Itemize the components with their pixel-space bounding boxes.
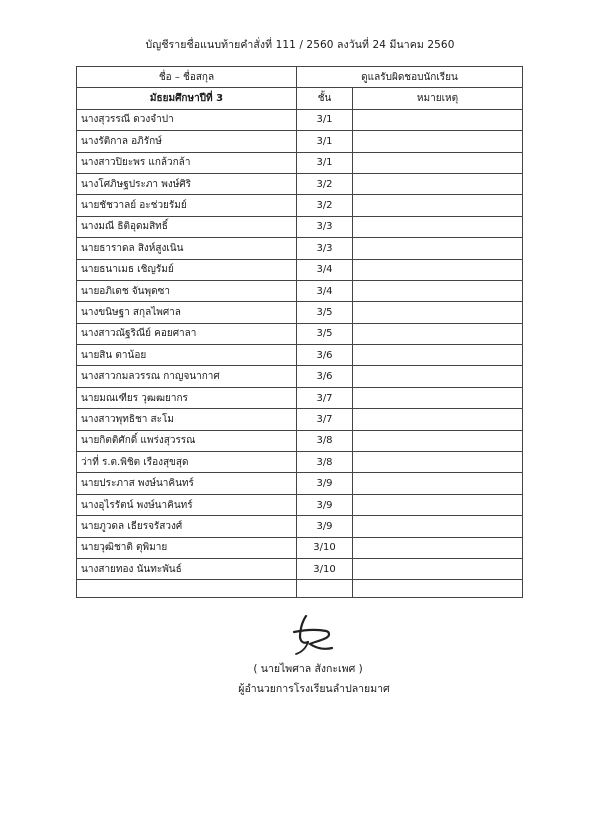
signatory-position: ผู้อำนวยการโรงเรียนลำปลายมาศ <box>238 683 390 695</box>
table-row <box>77 195 523 216</box>
table-row <box>77 109 523 130</box>
person-name: นายกิตติศักดิ์ แพร่งสุวรรณ <box>77 430 297 451</box>
header-name: ชื่อ – ชื่อสกุล <box>77 67 297 88</box>
person-name: นายภูวดล เธียรจรัสวงศ์ <box>77 516 297 537</box>
header-class: ชั้น <box>297 88 353 109</box>
person-name: นางสาวกมลวรรณ กาญจนากาศ <box>77 366 297 387</box>
note-cell <box>353 195 523 216</box>
staff-roster-table <box>76 66 523 598</box>
person-name: นางขนิษฐา สกุลไพศาล <box>77 302 297 323</box>
person-name: นางสุวรรณี ดวงจำปา <box>77 109 297 130</box>
note-cell <box>353 516 523 537</box>
note-cell <box>353 494 523 515</box>
note-cell <box>353 473 523 494</box>
class-cell: 3/1 <box>297 152 353 173</box>
header-row <box>77 67 523 88</box>
class-cell: 3/1 <box>297 131 353 152</box>
note-cell <box>353 345 523 366</box>
table-row <box>77 366 523 387</box>
note-cell <box>353 387 523 408</box>
table-row <box>77 494 523 515</box>
note-cell <box>353 366 523 387</box>
person-name: นางโศภิษฐประภา พงษ์ศิริ <box>77 173 297 194</box>
note-cell <box>353 409 523 430</box>
table-row <box>77 473 523 494</box>
person-name: นางสาวณัฐริณีย์ คอยศาลา <box>77 323 297 344</box>
note-cell <box>353 537 523 558</box>
empty-cell <box>77 580 297 598</box>
person-name: นายวุฒิชาติ ตุพิมาย <box>77 537 297 558</box>
signature-image <box>286 612 340 658</box>
class-cell: 3/4 <box>297 259 353 280</box>
note-cell <box>353 558 523 579</box>
person-name: นางอุไรรัตน์ พงษ์นาคินทร์ <box>77 494 297 515</box>
empty-cell <box>297 580 353 598</box>
class-cell: 3/4 <box>297 280 353 301</box>
table-row <box>77 452 523 473</box>
person-name: ว่าที่ ร.ต.พิชิต เรืองสุขสุด <box>77 452 297 473</box>
class-cell: 3/8 <box>297 452 353 473</box>
page-title: บัญชีรายชื่อแนบท้ายคำสั่งที่ 111 / 2560 ลงวันที่ 24 มีนาคม 2560 <box>145 39 455 51</box>
note-cell <box>353 323 523 344</box>
person-name: นางสาวพุทธิชา สะโม <box>77 409 297 430</box>
class-cell: 3/7 <box>297 409 353 430</box>
empty-cell <box>353 580 523 598</box>
person-name: นางมณี ธิติอุดมสิทธิ์ <box>77 216 297 237</box>
note-cell <box>353 173 523 194</box>
person-name: นายประภาส พงษ์นาคินทร์ <box>77 473 297 494</box>
signatory-name: ( นายไพศาล สังกะเพศ ) <box>253 663 363 675</box>
note-cell <box>353 430 523 451</box>
note-cell <box>353 280 523 301</box>
person-name: นายอภิเดช จันพุดซา <box>77 280 297 301</box>
subheader-row <box>77 88 523 109</box>
table-row <box>77 430 523 451</box>
note-cell <box>353 302 523 323</box>
table-row <box>77 409 523 430</box>
class-cell: 3/8 <box>297 430 353 451</box>
table-row <box>77 131 523 152</box>
table-row <box>77 345 523 366</box>
table-row <box>77 216 523 237</box>
table-row <box>77 387 523 408</box>
class-cell: 3/3 <box>297 238 353 259</box>
empty-row <box>77 580 523 598</box>
class-cell: 3/9 <box>297 473 353 494</box>
table-row <box>77 259 523 280</box>
header-duty: ดูแลรับผิดชอบนักเรียน <box>297 67 523 88</box>
table-row <box>77 516 523 537</box>
table-row <box>77 238 523 259</box>
class-cell: 3/2 <box>297 195 353 216</box>
note-cell <box>353 131 523 152</box>
table-row <box>77 323 523 344</box>
class-cell: 3/1 <box>297 109 353 130</box>
person-name: นายชัชวาลย์ อะช่วยรัมย์ <box>77 195 297 216</box>
note-cell <box>353 152 523 173</box>
class-cell: 3/10 <box>297 558 353 579</box>
class-cell: 3/2 <box>297 173 353 194</box>
table-row <box>77 173 523 194</box>
note-cell <box>353 109 523 130</box>
table-row <box>77 302 523 323</box>
table-row <box>77 280 523 301</box>
class-cell: 3/3 <box>297 216 353 237</box>
class-cell: 3/5 <box>297 302 353 323</box>
class-cell: 3/6 <box>297 366 353 387</box>
person-name: นางรัติกาล อภิรักษ์ <box>77 131 297 152</box>
person-name: นางสาวปิยะพร แกล้วกล้า <box>77 152 297 173</box>
person-name: นายสิน ตาน้อย <box>77 345 297 366</box>
person-name: นางสายทอง นันทะพันธ์ <box>77 558 297 579</box>
note-cell <box>353 216 523 237</box>
person-name: นายมณเฑียร วุฒฒยากร <box>77 387 297 408</box>
table-row <box>77 558 523 579</box>
header-note: หมายเหตุ <box>353 88 523 109</box>
note-cell <box>353 452 523 473</box>
class-cell: 3/7 <box>297 387 353 408</box>
person-name: นายธนาเมธ เชิญรัมย์ <box>77 259 297 280</box>
note-cell <box>353 238 523 259</box>
class-cell: 3/6 <box>297 345 353 366</box>
table-row <box>77 152 523 173</box>
table-row <box>77 537 523 558</box>
class-cell: 3/5 <box>297 323 353 344</box>
class-cell: 3/10 <box>297 537 353 558</box>
person-name: นายธาราดล สิงห์สูงเนิน <box>77 238 297 259</box>
note-cell <box>353 259 523 280</box>
class-cell: 3/9 <box>297 516 353 537</box>
class-cell: 3/9 <box>297 494 353 515</box>
section-label: มัธยมศึกษาปีที่ 3 <box>77 88 297 109</box>
